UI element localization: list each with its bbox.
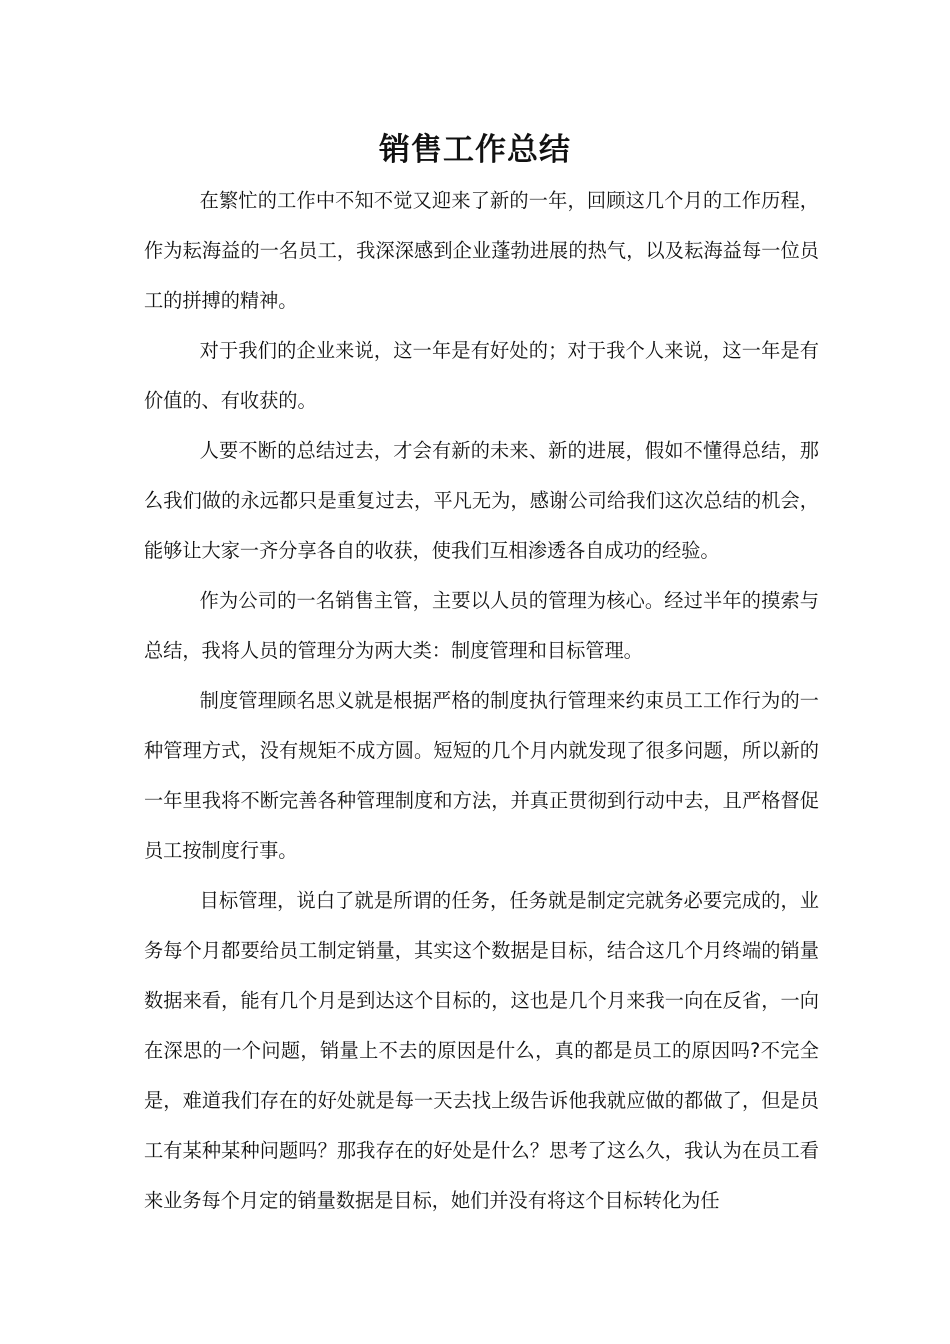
paragraph-3: 人要不断的总结过去，才会有新的未来、新的进展，假如不懂得总结，那么我们做的永远都只是重复过去，平凡无为，感谢公司给我们这次总结的机会，能够让大家一齐分享各自的收获，使我们互相渗透各自成功的经验。: [144, 439, 819, 562]
paragraph-6: 目标管理，说白了就是所谓的任务，任务就是制定完就务必要完成的，业务每个月都要给员工制定销量，其实这个数据是目标，结合这几个月终端的销量数据来看，能有几个月是到达这个目标的，这也是几个月来我一向在反省，一向在深思的一个问题，销量上不去的原因是什么，真的都是员工的原因吗?不完全是，难道我们存在的好处就是每一天去找上级告诉他我就应做的都做了，但是员工有某种某种问题吗？那我存在的好处是什么？思考了这么久，我认为在员工看来业务每个月定的销量数据是目标，她们并没有将这个目标转化为任: [144, 889, 819, 1212]
document-title: 销售工作总结: [379, 132, 571, 168]
paragraph-5: 制度管理顾名思义就是根据严格的制度执行管理来约束员工工作行为的一种管理方式，没有规矩不成方圆。短短的几个月内就发现了很多问题，所以新的一年里我将不断完善各种管理制度和方法，并真正贯彻到行动中去，且严格督促员工按制度行事。: [144, 689, 819, 862]
paragraph-4: 作为公司的一名销售主管，主要以人员的管理为核心。经过半年的摸索与总结，我将人员的管理分为两大类：制度管理和目标管理。: [144, 589, 819, 662]
paragraph-2: 对于我们的企业来说，这一年是有好处的；对于我个人来说，这一年是有价值的、有收获的。: [144, 339, 819, 412]
paragraph-1: 在繁忙的工作中不知不觉又迎来了新的一年，回顾这几个月的工作历程，作为耘海益的一名员工，我深深感到企业蓬勃进展的热气，以及耘海益每一位员工的拼搏的精神。: [144, 189, 819, 312]
document-body: [144, 176, 819, 1226]
